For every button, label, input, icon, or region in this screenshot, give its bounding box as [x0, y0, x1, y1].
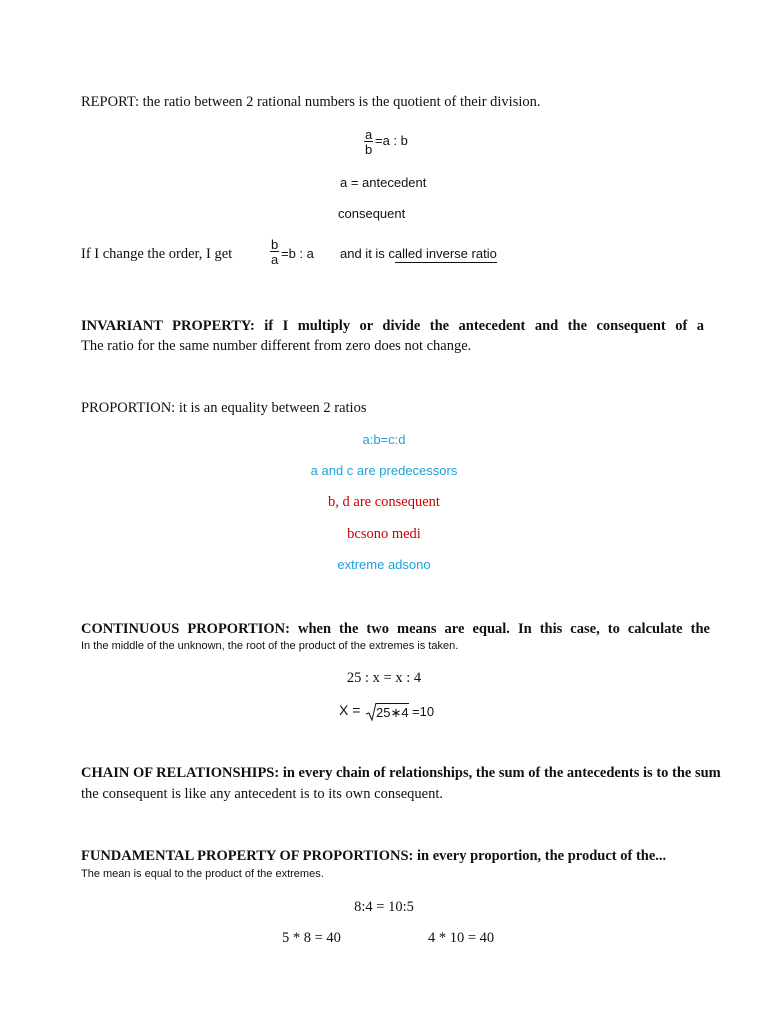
- ratio-fraction: [364, 128, 373, 156]
- inverse-note-plain: and it is c: [340, 246, 395, 261]
- inverse-denominator: a: [271, 252, 279, 267]
- fundamental-equation: 8:4 = 10:5: [354, 899, 414, 915]
- fundamental-heading: FUNDAMENTAL PROPERTY OF PROPORTIONS: in every proportion, the product of the...: [81, 848, 667, 864]
- fraction-denominator: b: [365, 142, 373, 157]
- fundamental-body: The mean is equal to the product of the extremes.: [81, 868, 324, 880]
- means-product: 5 * 8 = 40: [282, 930, 341, 946]
- continuous-heading: CONTINUOUS PROPORTION: when the two means are equal. In this case, to calculate the: [81, 621, 710, 637]
- continuous-equation: 25 : x = x : 4: [346, 670, 422, 686]
- consequent-label: consequent: [338, 206, 406, 221]
- fraction-numerator: a: [365, 127, 373, 142]
- proportion-consequents: b, d are consequent: [328, 494, 440, 510]
- chain-heading: CHAIN OF RELATIONSHIPS: in every chain of relationships, the sum of the antecedents is to the sum: [81, 765, 721, 781]
- inverse-notation: =b : a: [281, 246, 314, 261]
- inverse-note-underlined: alled inverse ratio: [394, 246, 497, 261]
- square-root-result: =10: [412, 704, 435, 719]
- proportion-predecessors: a and c are predecessors: [310, 463, 458, 478]
- ratio-notation: =a : b: [375, 133, 408, 148]
- chain-body: the consequent is like any antecedent is to its own consequent.: [81, 786, 444, 802]
- inverse-fraction: [270, 238, 279, 266]
- solution-x: X =: [339, 702, 361, 718]
- proportion-definition: PROPORTION: it is an equality between 2 ratios: [81, 400, 367, 416]
- proportion-extremes: extreme adsono: [337, 557, 431, 572]
- proportion-equation: a:b=c:d: [362, 432, 406, 447]
- square-root-radicand: 25∗4: [376, 705, 409, 720]
- inverse-intro: If I change the order, I get: [81, 246, 233, 262]
- continuous-body: In the middle of the unknown, the root of the product of the extremes is taken.: [81, 640, 459, 652]
- inverse-numerator: b: [271, 237, 279, 252]
- extremes-product: 4 * 10 = 40: [428, 930, 495, 946]
- inverse-ratio-note: [340, 246, 497, 261]
- proportion-means: bcsono medi: [347, 526, 421, 542]
- invariant-body: The ratio for the same number different from zero does not change.: [81, 338, 472, 354]
- report-definition: REPORT: the ratio between 2 rational numbers is the quotient of their division.: [81, 94, 541, 110]
- antecedent-label: a = antecedent: [340, 175, 427, 190]
- invariant-heading: INVARIANT PROPERTY: if I multiply or divide the antecedent and the consequent of a: [81, 318, 704, 334]
